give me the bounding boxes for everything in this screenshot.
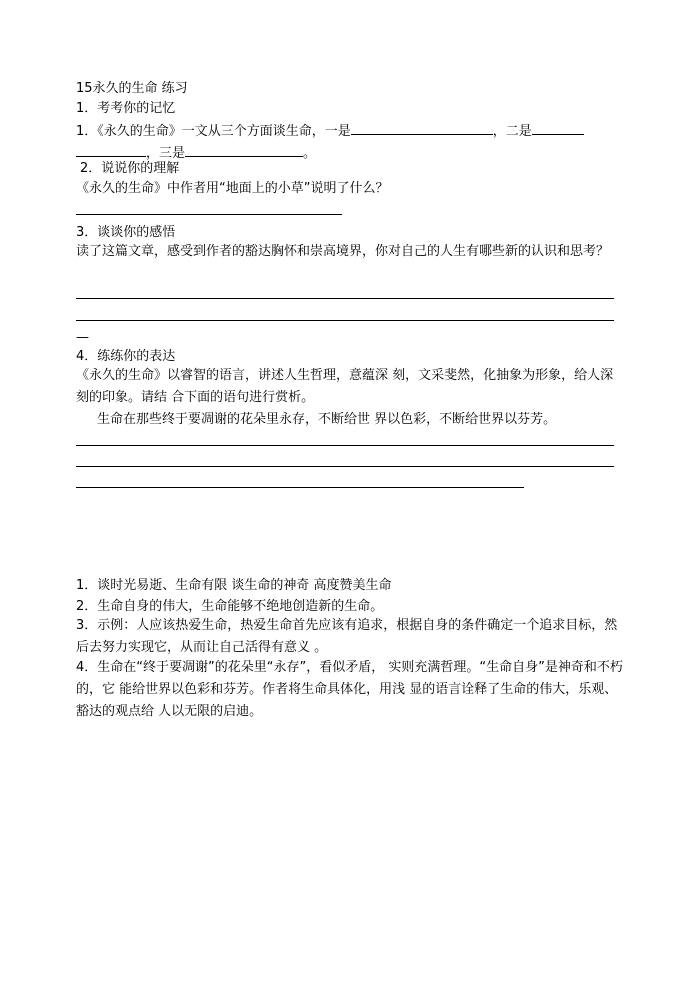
q3-answer-line-1[interactable] — [76, 298, 614, 299]
answer-3: 3．示例：人应该热爱生命，热爱生命首先应该有追求，根据自身的条件确定一个追求目标，然后去努力实现它，从而让自己活得有意义 。 — [76, 618, 618, 655]
q4-answer-line-2[interactable] — [76, 466, 614, 467]
q4-heading: 4．练练你的表达 — [76, 349, 176, 364]
q3-answer-line-2[interactable] — [76, 320, 614, 321]
answer-4: 4．生命在“终于要凋谢”的花朵里“永存”，看似矛盾， 实则充满哲理。“生命自身”是神奇和不朽的，它 能给世界以色彩和芬芳。作者将生命具体化，用浅 显的语言诠释了生命的伟大，乐观、豁达的观点给 人以无限的启迪。 — [76, 660, 623, 719]
q2-text: 《永久的生命》中作者用“地面上的小草”说明了什么？ — [76, 181, 389, 196]
answer-1: 1．谈时光易逝、生命有限 谈生命的神奇 高度赞美生命 — [76, 578, 392, 593]
q1-line-2 — [76, 142, 316, 160]
q1-blank-2a[interactable] — [532, 120, 584, 135]
q4-answer-line-1[interactable] — [76, 445, 614, 446]
answer-2: 2．生命自身的伟大，生命能够不绝地创造新的生命。 — [76, 599, 384, 614]
q3-heading: 3．谈谈你的感悟 — [76, 225, 176, 240]
q1-blank-1[interactable] — [351, 120, 493, 135]
q1-line-1 — [76, 120, 584, 138]
q3-answer-tail: — — [76, 330, 89, 345]
q1-blank-3[interactable] — [185, 142, 303, 157]
q4-quote: 生命在那些终于要凋谢的花朵里永存，不断给世 界以色彩，不断给世界以芬芳。 — [97, 412, 557, 427]
q1-text-b: ，二是 — [492, 124, 532, 139]
q4-text: 《永久的生命》以睿智的语言，讲述人生哲理，意蕴深 刻，文采斐然，化抽象为形象，给人深刻的印象。请结 合下面的语句进行赏析。 — [76, 368, 614, 405]
q2-heading: 2．说说你的理解 — [80, 161, 180, 176]
q2-answer-line[interactable] — [76, 214, 342, 215]
q4-answer-line-3[interactable] — [76, 487, 524, 488]
q1-heading: 1．考考你的记忆 — [76, 101, 176, 116]
worksheet-title: 15永久的生命 练习 — [76, 81, 188, 96]
q1-text-c: ，三是 — [146, 146, 186, 161]
q1-blank-2b[interactable] — [76, 142, 146, 157]
q3-text: 读了这篇文章，感受到作者的豁达胸怀和崇高境界，你对自己的人生有哪些新的认识和思考？ — [76, 244, 610, 259]
q1-text-d: 。 — [303, 146, 317, 161]
q1-text-a: 1．《永久的生命》一文从三个方面谈生命，一是 — [76, 124, 351, 139]
